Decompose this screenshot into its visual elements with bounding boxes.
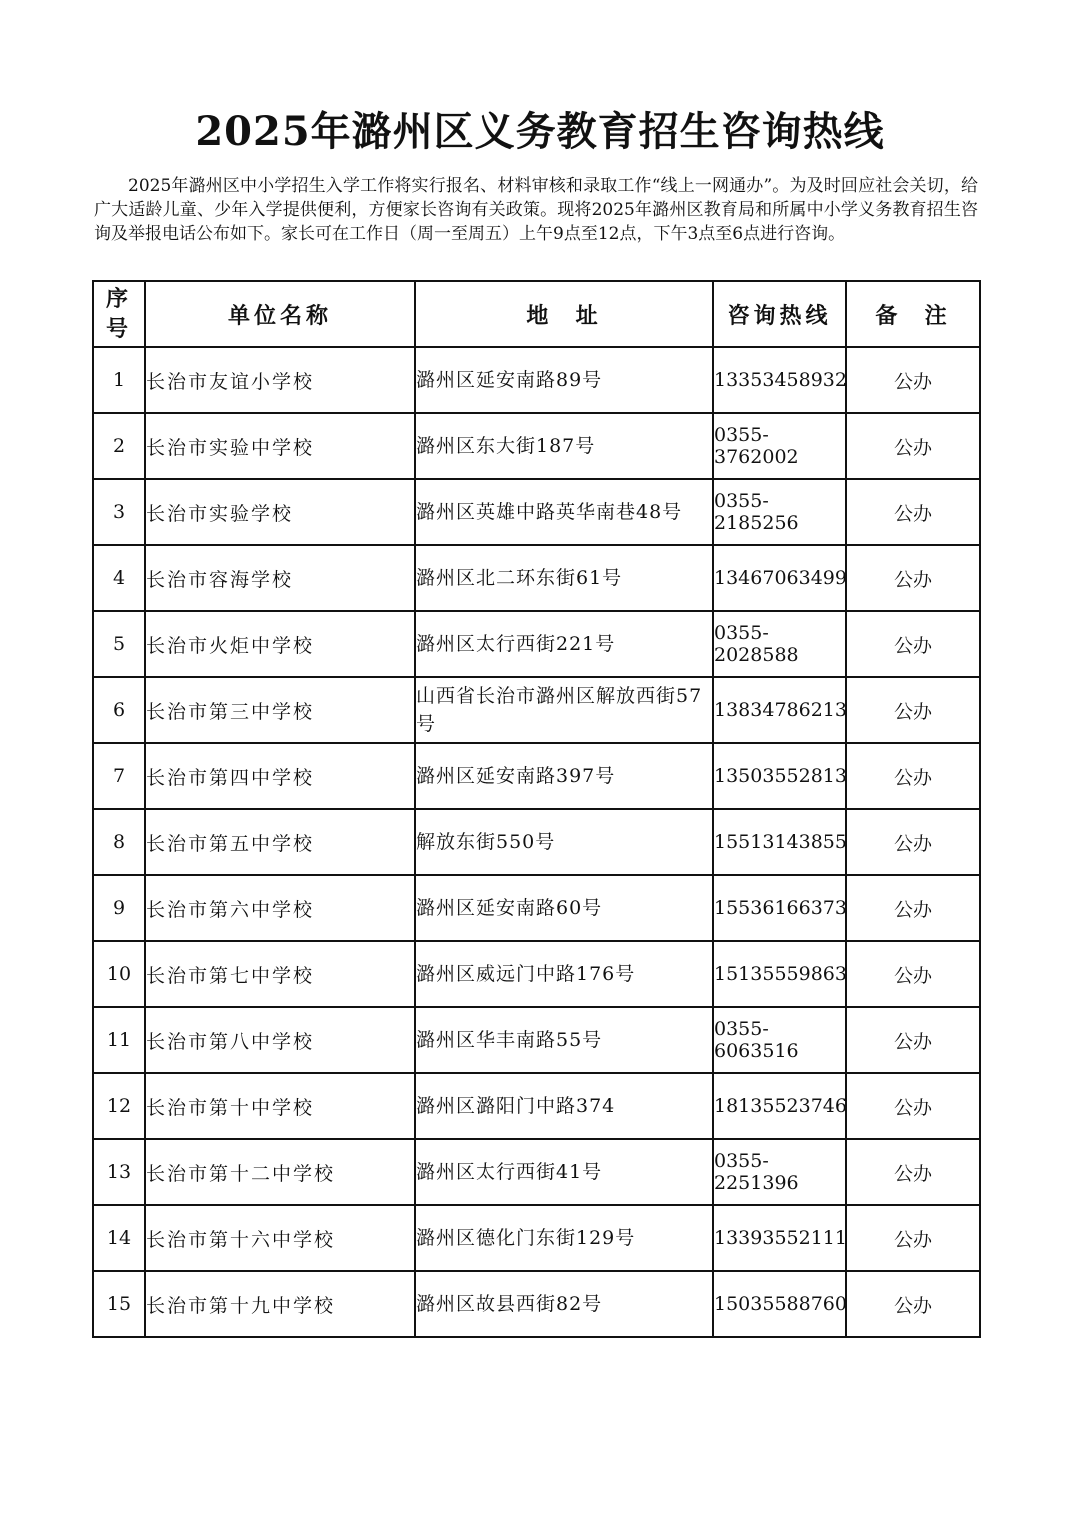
row-note: 公办 [846,743,980,809]
table-body [93,347,980,1337]
row-seq: 2 [93,413,145,479]
row-address: 潞州区威远门中路176号 [415,941,713,1007]
table-row [93,347,980,413]
row-phone: 15536166373 [713,875,846,941]
row-note: 公办 [846,611,980,677]
row-name: 长治市第十二中学校 [145,1139,415,1205]
row-note: 公办 [846,809,980,875]
row-name: 长治市第十六中学校 [145,1205,415,1271]
row-note: 公办 [846,875,980,941]
header-note: 备 注 [846,281,980,347]
table-row [93,545,980,611]
row-name: 长治市火炬中学校 [145,611,415,677]
row-note: 公办 [846,545,980,611]
row-name: 长治市第六中学校 [145,875,415,941]
row-note: 公办 [846,1205,980,1271]
page-title: 2025年潞州区义务教育招生咨询热线 [195,108,885,155]
row-address: 山西省长治市潞州区解放西街57号 [415,677,713,743]
table-row [93,941,980,1007]
row-seq: 4 [93,545,145,611]
row-phone: 18135523746 [713,1073,846,1139]
row-address: 潞州区故县西街82号 [415,1271,713,1337]
table-row [93,413,980,479]
row-address: 潞州区太行西街221号 [415,611,713,677]
row-note: 公办 [846,413,980,479]
row-seq: 1 [93,347,145,413]
row-phone: 0355-6063516 [713,1007,846,1073]
header-phone: 咨询热线 [713,281,846,347]
row-note: 公办 [846,677,980,743]
table-row [93,479,980,545]
row-name: 长治市第七中学校 [145,941,415,1007]
row-note: 公办 [846,1007,980,1073]
table-row [93,1205,980,1271]
row-seq: 7 [93,743,145,809]
row-note: 公办 [846,941,980,1007]
row-name: 长治市实验中学校 [145,413,415,479]
row-seq: 6 [93,677,145,743]
table-row [93,743,980,809]
row-name: 长治市容海学校 [145,545,415,611]
row-phone: 15035588760 [713,1271,846,1337]
hotline-table [92,280,981,1338]
row-name: 长治市实验学校 [145,479,415,545]
row-name: 长治市第十九中学校 [145,1271,415,1337]
table-row [93,1271,980,1337]
row-seq: 9 [93,875,145,941]
row-seq: 11 [93,1007,145,1073]
row-seq: 10 [93,941,145,1007]
row-address: 潞州区东大街187号 [415,413,713,479]
row-name: 长治市第三中学校 [145,677,415,743]
header-seq: 序号 [93,281,145,347]
row-phone: 13393552111 [713,1205,846,1271]
table-row [93,611,980,677]
row-phone: 13503552813 [713,743,846,809]
row-seq: 3 [93,479,145,545]
row-seq: 5 [93,611,145,677]
row-name: 长治市友谊小学校 [145,347,415,413]
table-row [93,1073,980,1139]
row-phone: 0355-2185256 [713,479,846,545]
row-note: 公办 [846,479,980,545]
row-address: 潞州区北二环东街61号 [415,545,713,611]
table-header-row [93,281,980,347]
row-seq: 13 [93,1139,145,1205]
row-note: 公办 [846,1271,980,1337]
header-address: 地 址 [415,281,713,347]
row-phone: 13353458932 [713,347,846,413]
row-address: 潞州区延安南路60号 [415,875,713,941]
row-address: 潞州区延安南路397号 [415,743,713,809]
row-address: 潞州区华丰南路55号 [415,1007,713,1073]
row-phone: 0355-2028588 [713,611,846,677]
row-name: 长治市第四中学校 [145,743,415,809]
row-seq: 15 [93,1271,145,1337]
row-name: 长治市第八中学校 [145,1007,415,1073]
row-name: 长治市第五中学校 [145,809,415,875]
row-phone: 0355-3762002 [713,413,846,479]
header-name: 单位名称 [145,281,415,347]
row-address: 潞州区太行西街41号 [415,1139,713,1205]
row-address: 潞州区英雄中路英华南巷48号 [415,479,713,545]
row-phone: 15135559863 [713,941,846,1007]
table-row [93,809,980,875]
row-note: 公办 [846,1073,980,1139]
row-seq: 8 [93,809,145,875]
row-phone: 13834786213 [713,677,846,743]
row-address: 潞州区潞阳门中路374 [415,1073,713,1139]
table-row [93,1007,980,1073]
row-phone: 15513143855 [713,809,846,875]
row-seq: 12 [93,1073,145,1139]
intro-paragraph: 2025年潞州区中小学招生入学工作将实行报名、材料审核和录取工作“线上一网通办”。为及时回应社会关切，给广大适龄儿童、少年入学提供便利，方便家长咨询有关政策。现将2025年潞州区教育局和所属中小学义务教育招生咨询及举报电话公布如下。家长可在工作日（周一至周五）上午9点至12点，下午3点至6点进行咨询。 [94,176,978,244]
row-address: 潞州区德化门东街129号 [415,1205,713,1271]
row-name: 长治市第十中学校 [145,1073,415,1139]
row-note: 公办 [846,1139,980,1205]
row-phone: 0355-2251396 [713,1139,846,1205]
row-address: 潞州区延安南路89号 [415,347,713,413]
table-row [93,875,980,941]
row-seq: 14 [93,1205,145,1271]
row-address: 解放东街550号 [415,809,713,875]
row-note: 公办 [846,347,980,413]
row-phone: 13467063499 [713,545,846,611]
table-row [93,677,980,743]
table-row [93,1139,980,1205]
